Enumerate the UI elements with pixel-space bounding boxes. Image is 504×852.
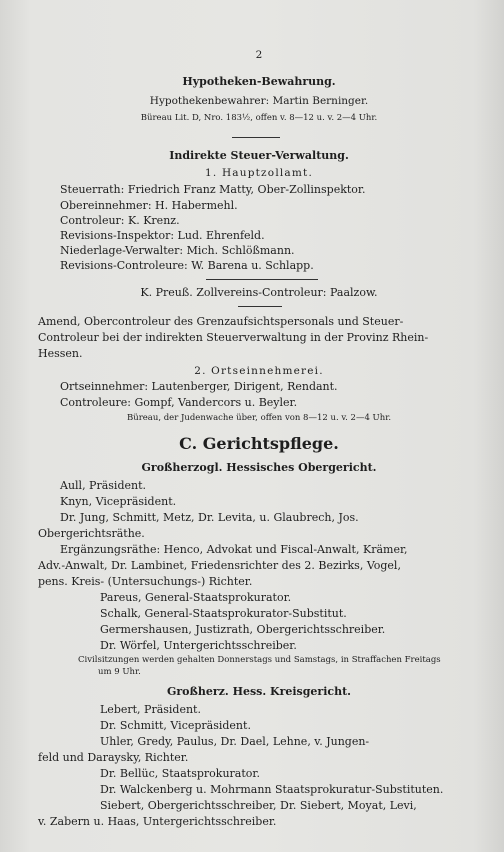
amend-line-1: Amend, Obercontroleur des Grenzaufsichtspersonals und Steuer-	[38, 315, 404, 328]
obergericht-line: Aull, Präsident.	[60, 479, 146, 492]
steuer-line: Niederlage-Verwalter: Mich. Schlößmann.	[60, 244, 295, 257]
kreisgericht-line: Dr. Bellüc, Staatsprokurator.	[100, 767, 260, 780]
divider	[232, 137, 280, 138]
obergericht-heading: Großherzogl. Hessisches Obergericht.	[141, 461, 377, 474]
steuer-line: Controleur: K. Krenz.	[60, 214, 180, 227]
sitzungen-line-1: Civilsitzungen werden gehalten Donnerstags und Samstags, in Straffachen Freitags	[78, 655, 441, 665]
heading-hypotheken: Hypotheken-Bewahrung.	[182, 75, 336, 88]
sitzungen-line-2: um 9 Uhr.	[98, 667, 141, 677]
amend-line-2: Controleur bei der indirekten Steuerverwaltung in der Provinz Rhein-	[38, 331, 429, 344]
obergericht-line: pens. Kreis- (Untersuchungs-) Richter.	[38, 575, 253, 588]
kreisgericht-line: Dr. Schmitt, Vicepräsident.	[100, 719, 251, 732]
obergericht-line: Obergerichtsräthe.	[38, 527, 145, 540]
bureau-line: Büreau, der Judenwache über, offen von 8—12 u. v. 2—4 Uhr.	[126, 413, 392, 423]
ortseinnehmer-line: Ortseinnehmer: Lautenberger, Dirigent, Rendant.	[60, 380, 338, 393]
controleure-line: Controleure: Gompf, Vandercors u. Beyler.	[60, 396, 298, 409]
obergericht-line: Pareus, General-Staatsprokurator.	[100, 591, 292, 604]
obergericht-line: Dr. Jung, Schmitt, Metz, Dr. Levita, u. Glaubrech, Jos.	[60, 511, 359, 524]
kreisgericht-heading: Großherz. Hess. Kreisgericht.	[166, 685, 351, 698]
ortseinnehmerei-heading: 2. Ortseinnehmerei.	[194, 365, 324, 377]
preuss-controleur: K. Preuß. Zollvereins-Controleur: Paalzow.	[140, 286, 378, 299]
kreisgericht-line: Lebert, Präsident.	[100, 703, 201, 716]
kreisgericht-line: Siebert, Obergerichtsschreiber, Dr. Siebert, Moyat, Levi,	[100, 799, 417, 812]
steuer-line: Revisions-Controleure: W. Barena u. Schlapp.	[60, 259, 314, 272]
obergericht-line: Knyn, Vicepräsident.	[60, 495, 177, 508]
kreisgericht-line: Dr. Walckenberg u. Mohrmann Staatsprokuratur-Substituten.	[100, 783, 444, 796]
steuer-line: Revisions-Inspektor: Lud. Ehrenfeld.	[60, 229, 265, 242]
divider	[238, 306, 282, 307]
kreisgericht-line: Uhler, Gredy, Paulus, Dr. Dael, Lehne, v. Jungen-	[100, 735, 370, 748]
heading-gerichtspflege: C. Gerichtspflege.	[179, 434, 339, 453]
obergericht-line: Ergänzungsräthe: Henco, Advokat und Fiscal-Anwalt, Krämer,	[60, 543, 408, 556]
steuer-line: Obereinnehmer: H. Habermehl.	[60, 199, 238, 212]
obergericht-line: Dr. Wörfel, Untergerichtsschreiber.	[100, 639, 297, 652]
obergericht-line: Adv.-Anwalt, Dr. Lambinet, Friedensrichter des 2. Bezirks, Vogel,	[38, 559, 401, 572]
hypotheken-line-2: Büreau Lit. D, Nro. 183½, offen v. 8—12 u. v. 2—4 Uhr.	[140, 113, 378, 123]
amend-line-3: Hessen.	[38, 347, 83, 360]
divider	[206, 279, 318, 280]
page-number: 2	[255, 49, 263, 61]
obergericht-line: Germershausen, Justizrath, Obergerichtsschreiber.	[100, 623, 386, 636]
kreisgericht-line: feld und Daraysky, Richter.	[38, 751, 189, 764]
steuer-line: Steuerrath: Friedrich Franz Matty, Ober-Zollinspektor.	[60, 183, 366, 196]
heading-steuer: Indirekte Steuer-Verwaltung.	[169, 149, 349, 162]
obergericht-line: Schalk, General-Staatsprokurator-Substitut.	[100, 607, 347, 620]
hypotheken-line-1: Hypothekenbewahrer: Martin Berninger.	[149, 95, 369, 107]
hauptzollamt-heading: 1. Hauptzollamt.	[204, 167, 314, 179]
kreisgericht-line: v. Zabern u. Haas, Untergerichtsschreiber.	[38, 815, 277, 828]
